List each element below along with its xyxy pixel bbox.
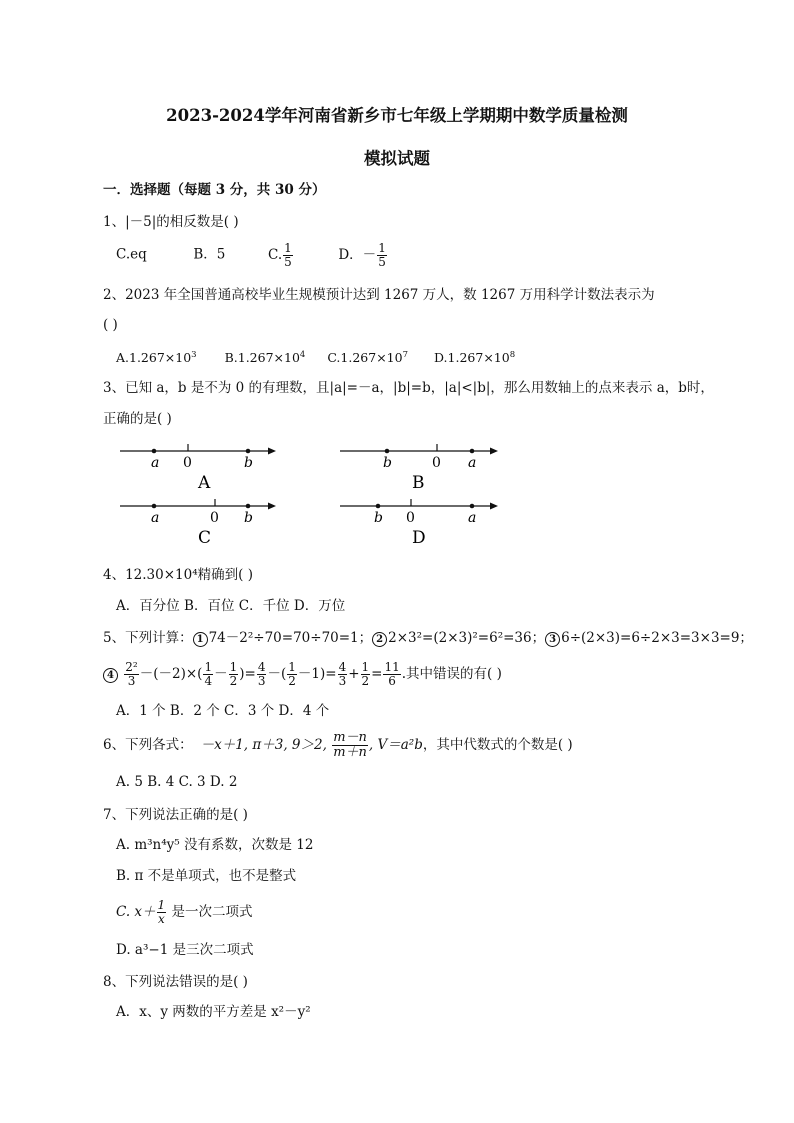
option-a: C.eq [116,246,147,263]
circled-number: 3 [545,632,560,647]
label-zero: 0 [406,510,415,526]
number-line-b [340,444,498,493]
question-3-stem: 3、已知 a，b 是不为 0 的有理数，且|a|=－a，|b|=b，|a|<|b|，那么用数轴上的点来表示 a，b时， [103,380,714,396]
question-1-options [116,242,388,268]
option-d: D．－ $\frac{1}{5}$ [338,241,386,269]
section-heading: 一．选择题（每题 3 分，共 30 分） [103,182,326,198]
option-c: $C.1.267\times 10^7$ [327,350,408,365]
circled-number: 2 [372,632,387,647]
question-6-options: A. 5 B. 4 C. 3 D. 2 [116,774,238,790]
diagram-label-c: C [198,528,212,548]
question-8-stem: 8、下列说法错误的是( ) [103,974,248,990]
page-title: 2023-2024学年河南省新乡市七年级上学期期中数学质量检测 [166,106,628,125]
label-zero: 0 [210,510,219,526]
question-5-options: A．1 个 B．2 个 C．3 个 D．4 个 [116,703,330,719]
question-6-stem: 6、下列各式： －x＋1, π＋3, 9＞2, $\frac{m-n}{m+n}$ , V＝a²b，其中代数式的个数是( ) [103,730,573,760]
label-a: a [468,510,477,526]
option-b: B. π 不是单项式，也不是整式 [116,868,297,884]
number-line-d [340,499,498,548]
option-d: D. a³−1 是三次二项式 [116,942,254,958]
label-zero: 0 [183,455,192,471]
page-subtitle: 模拟试题 [364,149,430,168]
question-7-stem: 7、下列说法正确的是( ) [103,807,248,823]
number-line-diagrams [100,436,520,554]
diagram-label-a: A [198,473,211,493]
option-b: $B.1.267\times 10^4$ [224,350,306,365]
question-1-stem: 1、|－5|的相反数是( ) [103,214,239,230]
number-line-a [120,444,276,493]
number-line-c [120,499,276,548]
circled-number: 4 [103,668,118,683]
question-5-line-2: 4 $\frac{\text{2²}}{3}$ －(－2)×( $\frac{1}{4}$ － $\frac{1}{2}$ )= $\frac{4}{3}$ －( $\frac{1}{2}$ －1)= $\frac{4}{3}$ + $\frac{1}{2}$ = $\frac{11}{6}$ .其中错误的有( ) [103,660,502,688]
label-b: b [383,455,392,471]
label-a: a [151,455,160,471]
circled-number: 1 [193,632,208,647]
option-b: B．5 [193,246,226,263]
label-b: b [244,510,253,526]
question-5-stem: 5、下列计算： 1 74－2²÷70=70÷70=1； 2 2×3²=(2×3)²=6²=36； 3 6÷(2×3)=6÷2×3=3×3=9； [103,630,753,646]
option-c: C. x＋ $\frac{1}{x}$ 是一次二项式 [116,898,253,926]
question-2-stem: 2、2023 年全国普通高校毕业生规模预计达到 1267 万人，数 1267 万用科学计数法表示为 [103,287,655,303]
diagram-label-d: D [412,528,426,548]
label-a: a [468,455,477,471]
option-d: $D.1.267\times 10^8$ [433,350,516,365]
option-a: $A.1.267\times 10^3$ [116,350,197,365]
question-4-options: A．百分位 B．百位 C．千位 D．万位 [116,598,346,614]
question-4-stem: 4、12.30×10⁴精确到( ) [103,567,253,583]
option-a: A．x、y 两数的平方差是 x²－y² [116,1004,311,1020]
question-2-options [116,345,515,368]
question-2-paren: ( ) [103,317,118,333]
label-zero: 0 [432,455,441,471]
label-b: b [374,510,383,526]
label-a: a [151,510,160,526]
option-c: C. $\frac{1}{5}$ [267,241,292,269]
diagram-label-b: B [412,473,425,493]
label-b: b [244,455,253,471]
question-3-stem-2: 正确的是( ) [103,411,172,427]
option-a: A. m³n⁴y⁵ 没有系数，次数是 12 [116,837,314,853]
